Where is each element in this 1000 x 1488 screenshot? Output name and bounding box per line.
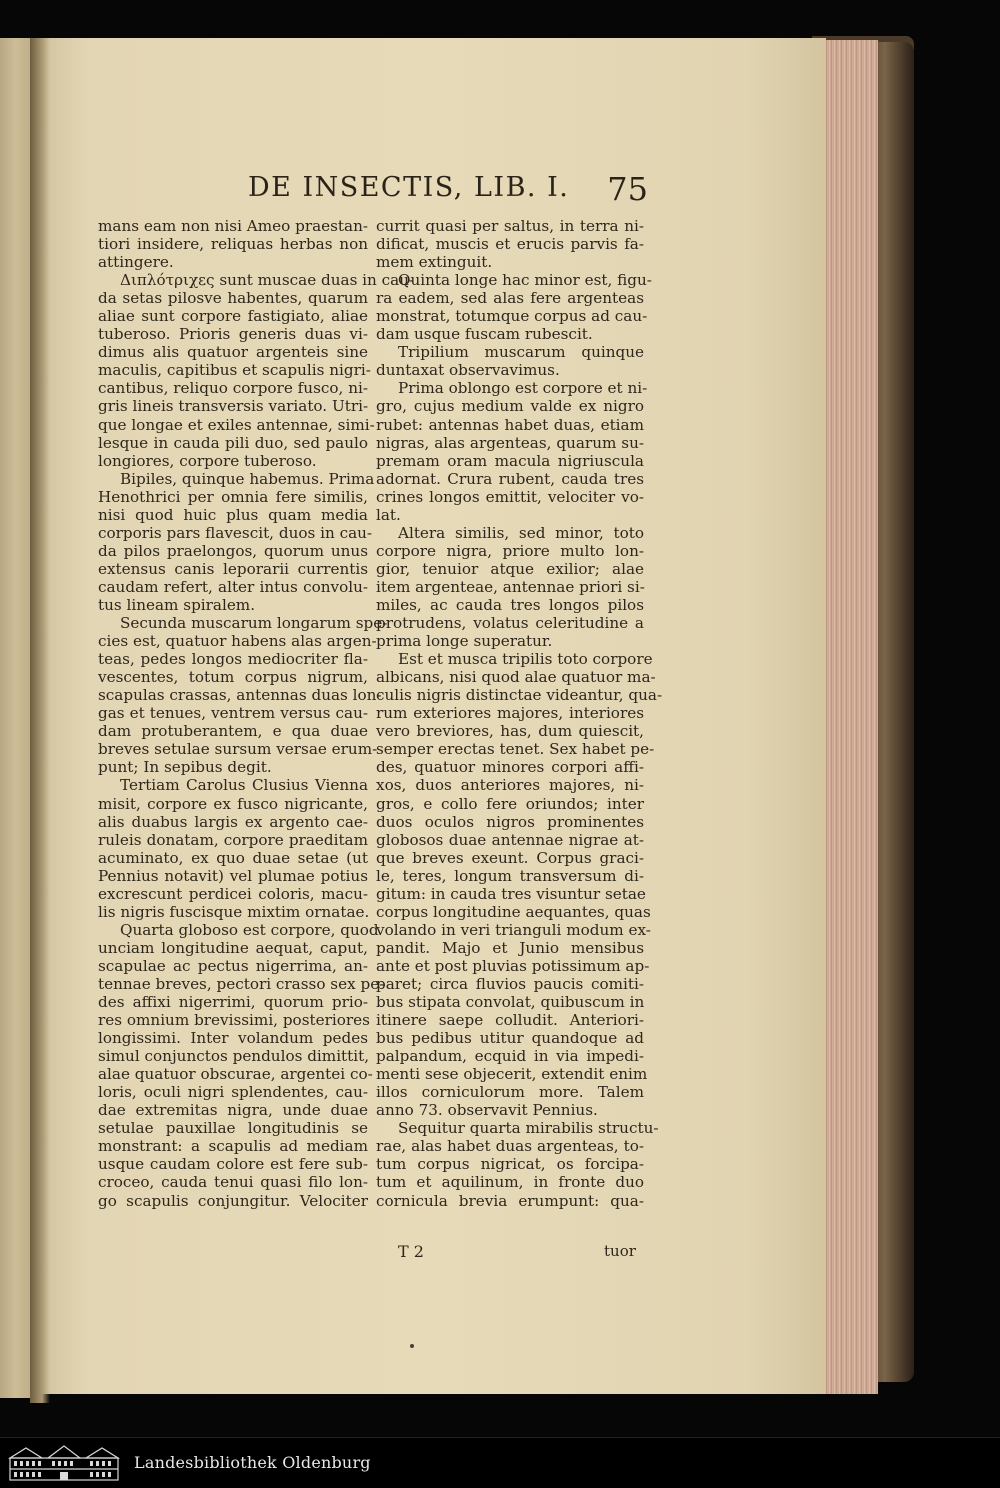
text-line: miles, ac cauda tres longos pilos xyxy=(376,595,644,614)
text-line: Tertiam Carolus Clusius Vienna xyxy=(120,776,368,795)
running-head xyxy=(240,172,660,216)
text-line: duntaxat observavimus. xyxy=(376,361,560,380)
text-line: attingere. xyxy=(98,253,174,272)
text-line: protrudens, volatus celeritudine a xyxy=(376,614,644,633)
text-line: globosos duae antennae nigrae at- xyxy=(376,830,644,849)
text-line: gior, tenuior atque exilior; alae xyxy=(376,559,644,578)
text-line: gro, cujus medium valde ex nigro xyxy=(376,397,644,416)
text-line: itinere saepe colludit. Anteriori- xyxy=(376,1011,644,1030)
text-line: caudam refert, alter intus convolu- xyxy=(98,577,368,596)
text-line: rubet: antennas habet duas, etiam xyxy=(376,415,644,434)
text-line: ante et post pluvias potissimum ap- xyxy=(376,956,650,975)
text-line: Quinta longe hac minor est, figu- xyxy=(398,271,652,290)
text-line: excrescunt perdicei coloris, macu- xyxy=(98,884,368,903)
text-line: Sequitur quarta mirabilis structu- xyxy=(398,1119,659,1138)
text-line: res omnium brevissimi, posteriores xyxy=(98,1011,370,1030)
text-line: mans eam non nisi Ameo praestan- xyxy=(98,217,369,235)
text-line: loris, oculi nigri splendentes, cau- xyxy=(98,1083,368,1102)
text-line: go scapulis conjungitur. Velociter xyxy=(98,1191,368,1210)
text-line: des affixi nigerrimi, quorum prio- xyxy=(98,993,368,1012)
text-line: cies est, quatuor habens alas argen- xyxy=(98,632,377,651)
text-line: premam oram macula nigriuscula xyxy=(376,451,644,470)
text-line: corpore nigra, priore multo lon- xyxy=(376,541,644,560)
text-line: paret; circa fluvios paucis comiti- xyxy=(376,974,644,993)
text-line: da pilos praelongos, quorum unus xyxy=(98,541,368,560)
text-line: monstrat, totumque corpus ad cau- xyxy=(376,307,648,326)
text-line: volando in veri trianguli modum ex- xyxy=(376,920,651,939)
text-line: Quarta globoso est corpore, quod xyxy=(120,920,379,939)
text-line: simul conjunctos pendulos dimittit, xyxy=(98,1047,370,1066)
library-building-logo-icon xyxy=(8,1444,120,1482)
text-line: vescentes, totum corpus nigrum, xyxy=(98,668,368,687)
text-line: gitum: in cauda tres visuntur setae xyxy=(376,884,646,903)
text-line: monstrant: a scapulis ad mediam xyxy=(98,1137,368,1156)
text-line: tuberoso. Prioris generis duas vi- xyxy=(98,325,368,344)
text-line: rae, alas habet duas argenteas, to- xyxy=(376,1137,644,1156)
text-line: croceo, cauda tenui quasi filo lon- xyxy=(98,1173,368,1192)
text-line: Prima oblongo est corpore et ni- xyxy=(398,379,648,398)
right-text-column xyxy=(376,217,663,1210)
text-line: menti sese objecerit, extendit enim xyxy=(376,1065,648,1084)
running-head-title: DE INSECTIS, LIB. I. xyxy=(248,172,570,203)
text-line: cantibus, reliquo corpore fusco, ni- xyxy=(98,379,368,398)
text-line: bus pedibus utitur quandoque ad xyxy=(376,1029,644,1048)
text-line: alis duabus largis ex argento cae- xyxy=(98,812,368,831)
text-line: illos corniculorum more. Talem xyxy=(376,1083,644,1102)
text-line: dificat, muscis et erucis parvis fa- xyxy=(376,235,644,254)
text-line: crines longos emittit, velociter vo- xyxy=(376,487,644,506)
text-line: le, teres, longum transversum di- xyxy=(376,866,644,885)
text-line: dam usque fuscam rubescit. xyxy=(376,325,593,344)
text-line: setulae pauxillae longitudinis se xyxy=(98,1119,368,1138)
library-name: Landesbibliothek Oldenburg xyxy=(134,1453,371,1472)
text-line: Διπλότριχες sunt muscae duas in cau- xyxy=(120,271,415,290)
text-line: prima longe superatur. xyxy=(376,632,553,651)
text-line: ruleis donatam, corpore praeditam xyxy=(98,830,368,849)
text-line: breves setulae sursum versae erum- xyxy=(98,740,378,759)
footer-bar xyxy=(0,1437,1000,1488)
text-line: corpus longitudine aequantes, quas xyxy=(376,902,651,921)
text-line: palpandum, ecquid in via impedi- xyxy=(376,1047,644,1066)
text-line: gros, e collo fere oriundos; inter xyxy=(376,794,644,813)
text-line: item argenteae, antennae priori si- xyxy=(376,577,645,596)
text-line: Bipiles, quinque habemus. Prima xyxy=(120,469,375,488)
text-line: duos oculos nigros prominentes xyxy=(376,812,644,831)
text-line: dimus alis quatuor argenteis sine xyxy=(98,343,368,362)
signature-mark: T 2 xyxy=(398,1242,424,1261)
text-line: tum corpus nigricat, os forcipa- xyxy=(376,1155,644,1174)
book-cover xyxy=(872,42,914,1382)
text-line: anno 73. observavit Pennius. xyxy=(376,1101,598,1120)
text-line: albicans, nisi quod alae quatuor ma- xyxy=(376,668,656,687)
text-line: bus stipata convolat, quibuscum in xyxy=(376,993,645,1012)
text-line: cornicula brevia erumpunt: qua- xyxy=(376,1191,644,1210)
text-line: semper erectas tenet. Sex habet pe- xyxy=(376,740,655,759)
text-line: dae extremitas nigra, unde duae xyxy=(98,1101,368,1120)
text-line: gris lineis transversis variato. Utri- xyxy=(98,397,369,416)
text-line: misit, corpore ex fusco nigricante, xyxy=(98,794,368,813)
text-line: gas et tenues, ventrem versus cau- xyxy=(98,704,368,723)
text-line: adornat. Crura rubent, cauda tres xyxy=(376,469,644,488)
ink-dot xyxy=(410,1344,414,1348)
text-line: nigras, alas argenteas, quarum su- xyxy=(376,433,644,452)
text-line: scapulas crassas, antennas duas lon- xyxy=(98,686,382,705)
text-line: que longae et exiles antennae, simi- xyxy=(98,415,375,434)
text-line: scapulae ac pectus nigerrima, an- xyxy=(98,956,368,975)
text-line: alae quatuor obscurae, argentei co- xyxy=(98,1065,373,1084)
text-line: Altera similis, sed minor, toto xyxy=(398,523,644,542)
text-line: tennae breves, pectori crasso sex pe- xyxy=(98,974,385,993)
text-line: lat. xyxy=(376,505,401,524)
text-line: Henothrici per omnia fere similis, xyxy=(98,487,368,506)
text-line: longissimi. Inter volandum pedes xyxy=(98,1029,368,1048)
text-line: longiores, corpore tuberoso. xyxy=(98,451,317,470)
text-line: rum exteriores majores, interiores xyxy=(376,704,644,723)
text-line: lesque in cauda pili duo, sed paulo xyxy=(98,433,368,452)
text-line: vero breviores, has, dum quiescit, xyxy=(376,722,644,741)
text-line: Secunda muscarum longarum spe- xyxy=(120,614,388,633)
page-number: 75 xyxy=(607,170,648,208)
text-line: Est et musca tripilis toto corpore xyxy=(398,650,653,669)
text-line: tum et aquilinum, in fronte duo xyxy=(376,1173,644,1192)
text-line: que breves exeunt. Corpus graci- xyxy=(376,848,644,867)
text-line: dam protuberantem, e qua duae xyxy=(98,722,368,741)
text-line: corporis pars flavescit, duos in cau- xyxy=(98,523,373,542)
text-line: aliae sunt corpore fastigiato, aliae xyxy=(98,307,368,326)
text-line: acuminato, ex quo duae setae (ut xyxy=(98,848,368,867)
page-edges xyxy=(818,40,878,1394)
gutter-shadow xyxy=(30,38,50,1403)
text-line: teas, pedes longos mediocriter fla- xyxy=(98,650,368,669)
text-line: nisi quod huic plus quam media xyxy=(98,505,368,524)
text-line: tiori insidere, reliquas herbas non xyxy=(98,235,368,254)
text-line: maculis, capitibus et scapulis nigri- xyxy=(98,361,371,380)
text-line: extensus canis leporarii currentis xyxy=(98,559,368,578)
text-line: usque caudam colore est fere sub- xyxy=(98,1155,368,1174)
text-line: mem extinguit. xyxy=(376,253,493,272)
text-line: ra eadem, sed alas fere argenteas xyxy=(376,289,644,308)
text-line: da setas pilosve habentes, quarum xyxy=(98,289,368,308)
text-line: culis nigris distinctae videantur, qua- xyxy=(376,686,663,705)
catchword: tuor xyxy=(604,1242,636,1260)
text-line: Tripilium muscarum quinque xyxy=(398,343,644,362)
text-line: pandit. Majo et Junio mensibus xyxy=(376,938,644,957)
text-line: tus lineam spiralem. xyxy=(98,595,256,614)
text-line: punt; In sepibus degit. xyxy=(98,758,272,777)
text-line: des, quatuor minores corpori affi- xyxy=(376,758,644,777)
text-line: lis nigris fuscisque mixtim ornatae. xyxy=(98,902,370,921)
text-line: xos, duos anteriores majores, ni- xyxy=(376,776,644,795)
text-line: currit quasi per saltus, in terra ni- xyxy=(376,217,644,235)
text-line: unciam longitudine aequat, caput, xyxy=(98,938,368,957)
text-line: Pennius notavit) vel plumae potius xyxy=(98,866,368,885)
